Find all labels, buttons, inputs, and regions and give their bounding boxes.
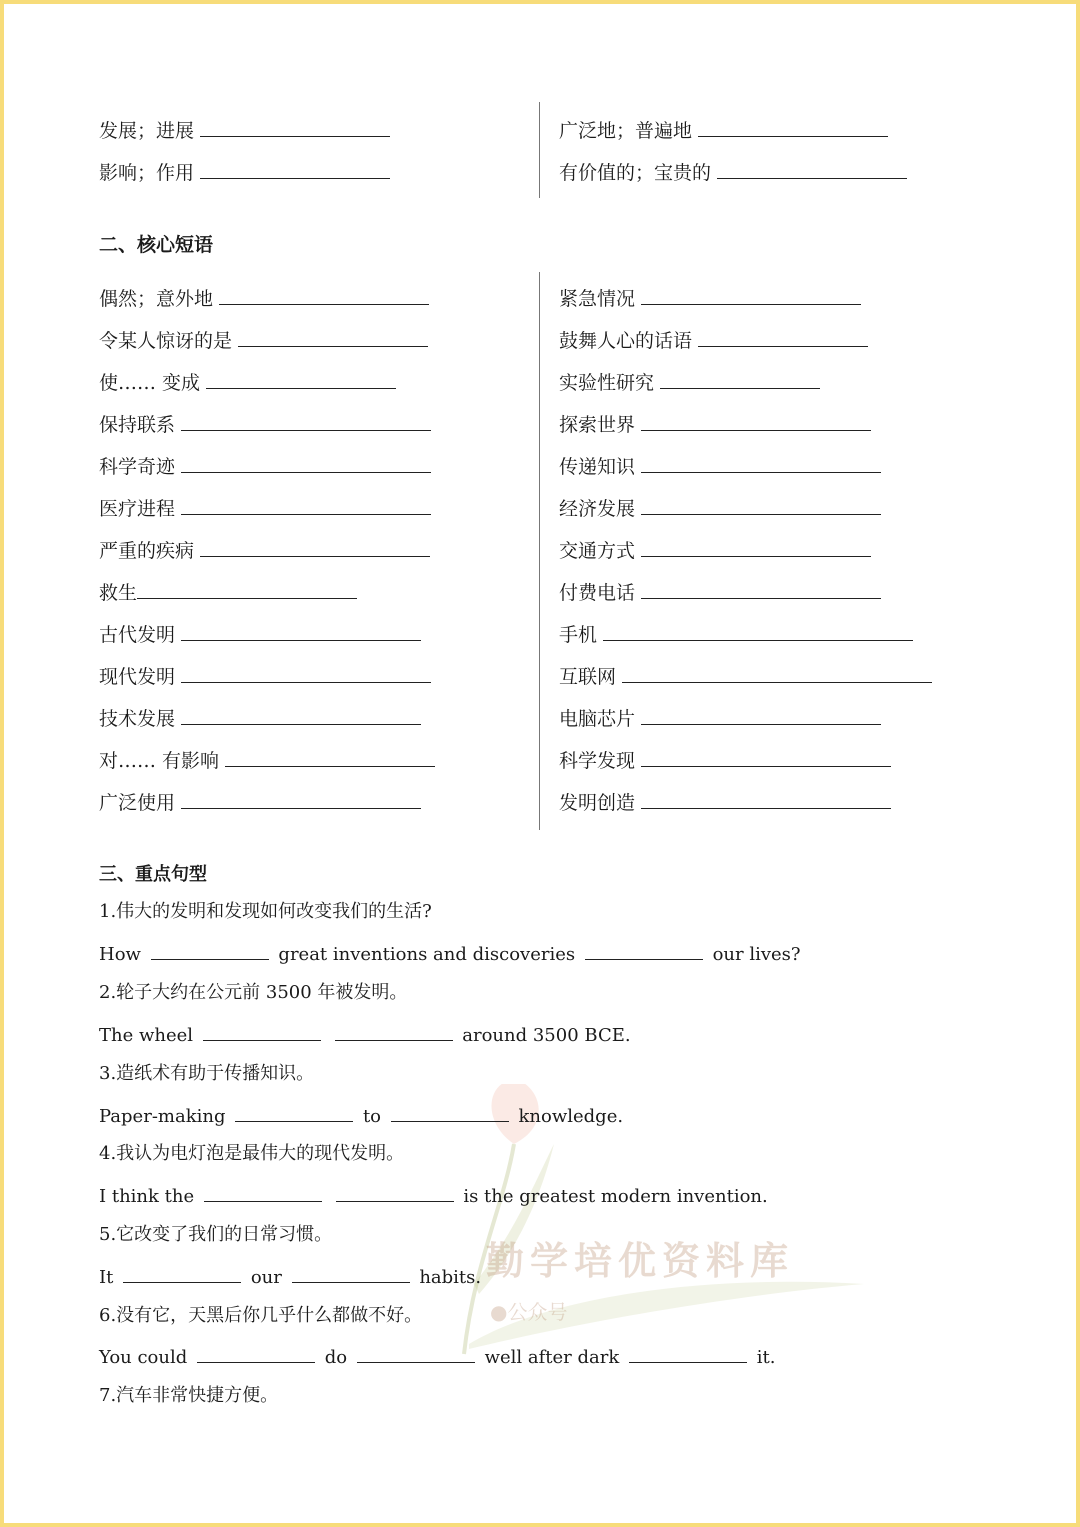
vocab-item: 有价值的；宝贵的	[559, 160, 907, 185]
sentence-en: Paper-making to knowledge.	[99, 1103, 623, 1129]
phrase-item: 令某人惊讶的是	[99, 328, 428, 353]
phrase-item: 鼓舞人心的话语	[559, 328, 868, 353]
watermark-title: 勤学培优资料库	[486, 1239, 795, 1283]
phrase-item: 手机	[559, 622, 913, 647]
phrase-item: 实验性研究	[559, 370, 820, 395]
phrase-item: 严重的疾病	[99, 538, 430, 563]
phrase-item: 互联网	[559, 664, 932, 689]
sentence-cn: 4.我认为电灯泡是最伟大的现代发明。	[99, 1143, 405, 1164]
phrase-item: 紧急情况	[559, 286, 861, 311]
phrase-item: 偶然；意外地	[99, 286, 429, 311]
vocab-item: 广泛地；普遍地	[559, 118, 888, 143]
phrase-item: 付费电话	[559, 580, 881, 605]
phrase-item: 技术发展	[99, 706, 421, 731]
phrase-item: 电脑芯片	[559, 706, 881, 731]
section-heading: 二、核心短语	[99, 234, 214, 256]
sentence-cn: 2.轮子大约在公元前 3500 年被发明。	[99, 982, 408, 1003]
phrase-item: 探索世界	[559, 412, 871, 437]
phrase-item: 广泛使用	[99, 790, 421, 815]
section-heading: 三、重点句型	[99, 864, 207, 885]
sentence-en: I think the is the greatest modern invention.	[99, 1183, 768, 1209]
column-divider	[539, 102, 540, 198]
phrase-item: 现代发明	[99, 664, 431, 689]
phrase-item: 发明创造	[559, 790, 891, 815]
sentence-en: How great inventions and discoveries our lives?	[99, 941, 801, 967]
phrase-item: 医疗进程	[99, 496, 431, 521]
phrase-item: 古代发明	[99, 622, 421, 647]
worksheet-page	[4, 4, 1076, 1523]
phrase-item: 科学发现	[559, 748, 891, 773]
phrase-item: 救生	[99, 580, 357, 605]
sentence-cn: 3.造纸术有助于传播知识。	[99, 1063, 315, 1084]
watermark-subtitle: ●公众号	[490, 1300, 568, 1324]
phrase-item: 使…… 变成	[99, 370, 396, 395]
sentence-en: The wheel around 3500 BCE.	[99, 1022, 631, 1048]
phrase-item: 科学奇迹	[99, 454, 431, 479]
wechat-icon: ●	[490, 1300, 508, 1324]
sentence-en: You could do well after dark it.	[99, 1344, 775, 1370]
phrase-item: 交通方式	[559, 538, 871, 563]
phrase-item: 经济发展	[559, 496, 881, 521]
sentence-cn: 1.伟大的发明和发现如何改变我们的生活?	[99, 901, 432, 922]
phrase-item: 传递知识	[559, 454, 881, 479]
phrase-item: 保持联系	[99, 412, 431, 437]
vocab-item: 影响；作用	[99, 160, 390, 185]
sentence-cn: 6.没有它，天黑后你几乎什么都做不好。	[99, 1305, 423, 1326]
column-divider	[539, 272, 540, 830]
sentence-cn: 5.它改变了我们的日常习惯。	[99, 1224, 333, 1245]
phrase-item: 对…… 有影响	[99, 748, 435, 773]
sentence-en: It our habits.	[99, 1264, 481, 1290]
sentence-cn: 7.汽车非常快捷方便。	[99, 1385, 279, 1406]
vocab-item: 发展；进展	[99, 118, 390, 143]
